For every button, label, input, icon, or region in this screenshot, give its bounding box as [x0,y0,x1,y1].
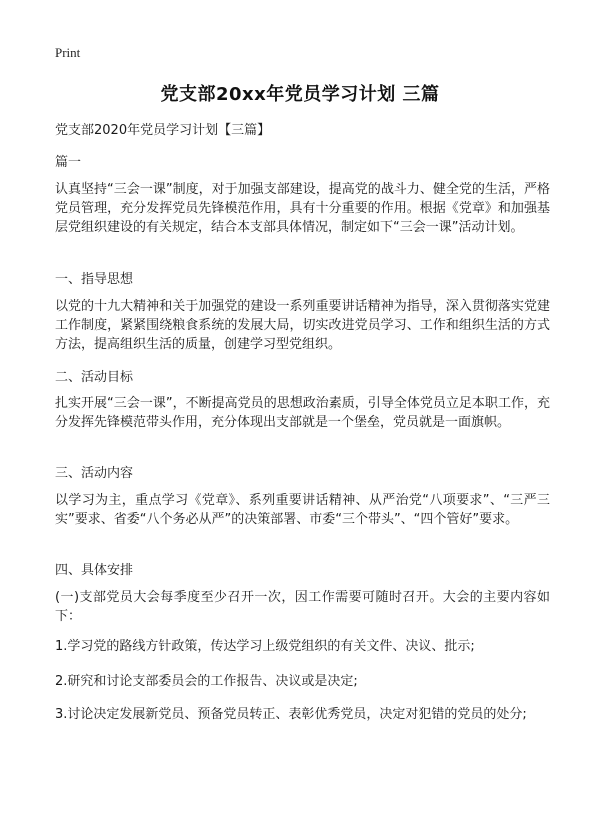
section-body-arrangements: (一)支部党员大会每季度至少召开一次，因工作需要可随时召开。大会的主要内容如下： [55,590,550,624]
section-body-guiding-ideology: 以党的十九大精神和关于加强党的建设一系列重要讲话精神为指导，深入贯彻落实党建工作制度，紧紧围绕粮食系统的发展大局，切实改进党员学习、工作和组织生活的方式方法，提高组织生活的质量，创建学习型党组织。 [55,299,550,352]
list-item: 3.讨论决定发展新党员、预备党员转正、表彰优秀党员，决定对犯错的党员的处分; [55,707,527,722]
intro-paragraph: 认真坚持“三会一课”制度，对于加强支部建设，提高党的战斗力、健全党的生活，严格党员管理，充分发挥党员先锋模范作用，具有十分重要的作用。根据《党章》和加强基层党组织建设的有关规定，结合本支部具体情况，制定如下“三会一课”活动计划。 [55,182,550,235]
section-heading-guiding-ideology: 一、指导思想 [55,272,134,287]
document-title: 党支部20xx年党员学习计划 三篇 [160,84,440,105]
section-body-activity-content: 以学习为主，重点学习《党章》、系列重要讲话精神、从严治党“八项要求”、“三严三实”要求、省委“八个务必从严”的决策部署、市委“三个带头”、“四个管好”要求。 [55,493,550,527]
section-heading-activity-goals: 二、活动目标 [55,370,134,385]
section-heading-arrangements: 四、具体安排 [55,563,134,578]
print-label: Print [55,45,81,60]
list-item: 2.研究和讨论支部委员会的工作报告、决议或是决定; [55,674,358,689]
document-subtitle: 党支部2020年党员学习计划【三篇】 [55,123,271,138]
section-body-activity-goals: 扎实开展“三会一课”，不断提高党员的思想政治素质，引导全体党员立足本职工作，充分发挥先锋模范带头作用，充分体现出支部就是一个堡垒，党员就是一面旗帜。 [55,396,550,430]
part-label: 篇一 [55,155,82,170]
list-item: 1.学习党的路线方针政策，传达学习上级党组织的有关文件、决议、批示; [55,639,475,654]
section-heading-activity-content: 三、活动内容 [55,466,134,481]
